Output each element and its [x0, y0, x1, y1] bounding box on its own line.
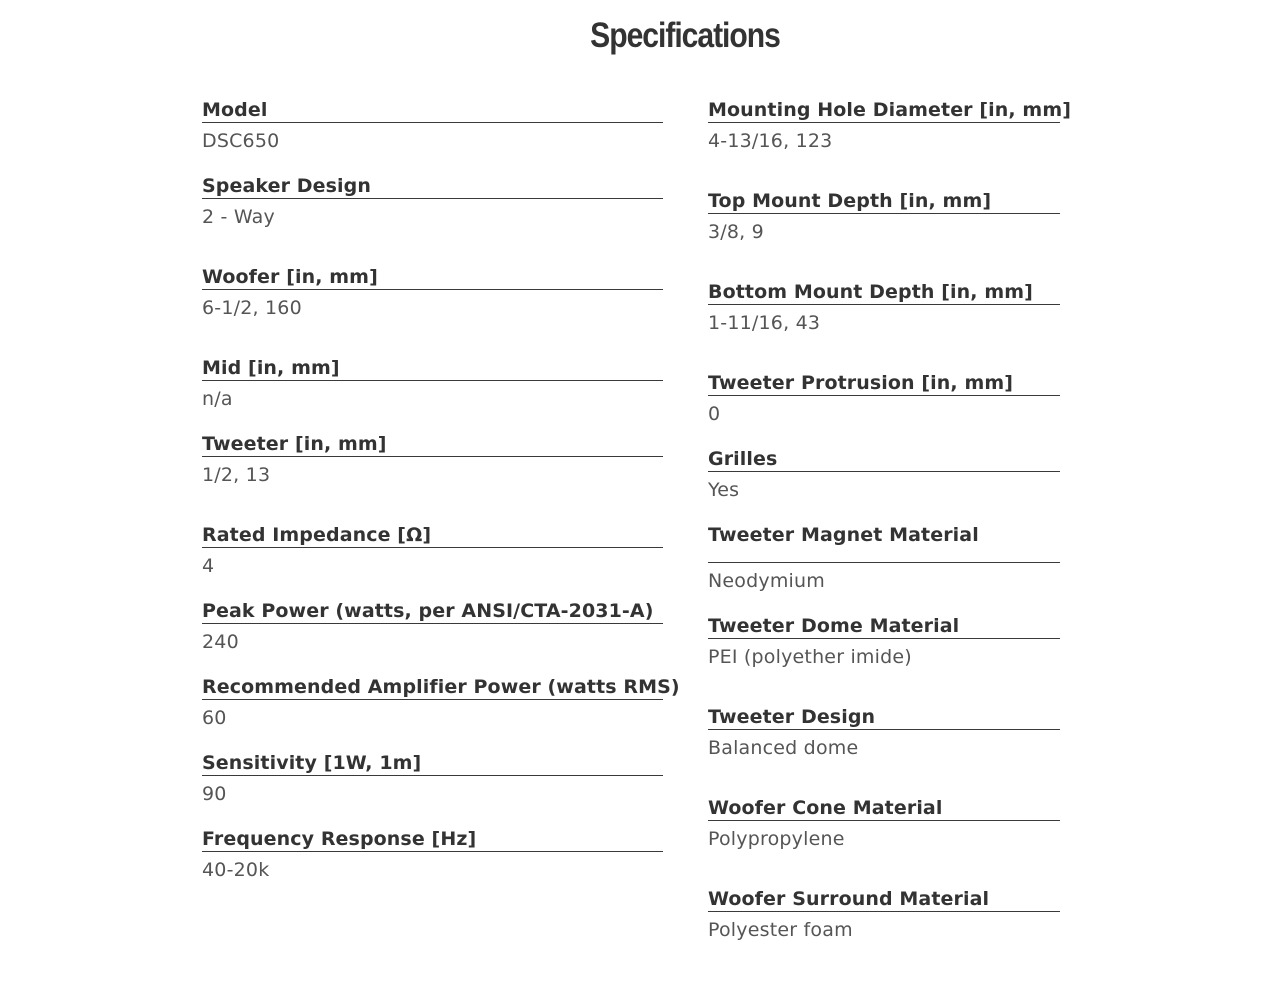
- spec-label: Mounting Hole Diameter [in, mm]: [708, 99, 1071, 121]
- spec-label: Tweeter Magnet Material: [708, 524, 979, 546]
- spec-value: 2 - Way: [202, 206, 275, 228]
- spec-value: 1-11/16, 43: [708, 312, 821, 334]
- divider: [708, 911, 1060, 912]
- spec-value: Balanced dome: [708, 737, 859, 759]
- spec-woofer: [202, 265, 663, 335]
- spec-label: Frequency Response [Hz]: [202, 828, 477, 850]
- divider: [202, 289, 663, 290]
- spec-label: Bottom Mount Depth [in, mm]: [708, 281, 1033, 303]
- spec-value: PEI (polyether imide): [708, 646, 912, 668]
- spec-tweeter-design: [708, 705, 1060, 775]
- spec-label: Top Mount Depth [in, mm]: [708, 190, 992, 212]
- spec-rated-impedance: [202, 523, 663, 593]
- spec-value: Yes: [708, 479, 740, 501]
- spec-label: Grilles: [708, 448, 778, 470]
- divider: [202, 198, 663, 199]
- spec-label: Recommended Amplifier Power (watts RMS): [202, 676, 680, 698]
- spec-label: Woofer [in, mm]: [202, 266, 378, 288]
- divider: [202, 547, 663, 548]
- spec-value: 4-13/16, 123: [708, 130, 833, 152]
- divider: [708, 213, 1060, 214]
- spec-bottom-mount-depth: [708, 280, 1060, 350]
- spec-value: 6-1/2, 160: [202, 297, 302, 319]
- spec-label: Woofer Cone Material: [708, 797, 943, 819]
- spec-tweeter-magnet-material: [708, 523, 1060, 593]
- divider: [202, 775, 663, 776]
- spec-value: Polyester foam: [708, 919, 853, 941]
- divider: [202, 699, 663, 700]
- spec-woofer-cone-material: [708, 796, 1060, 866]
- spec-sensitivity: [202, 751, 663, 821]
- spec-value: Neodymium: [708, 570, 825, 592]
- spec-label: Speaker Design: [202, 175, 371, 197]
- spec-tweeter-protrusion: [708, 371, 1060, 441]
- spec-label: Sensitivity [1W, 1m]: [202, 752, 422, 774]
- spec-mounting-hole-diameter: [708, 98, 1071, 168]
- spec-value: 240: [202, 631, 239, 653]
- spec-speaker-design: [202, 174, 663, 244]
- divider: [202, 851, 663, 852]
- spec-frequency-response: [202, 827, 663, 897]
- spec-label: Rated Impedance [Ω]: [202, 524, 432, 546]
- spec-value: Polypropylene: [708, 828, 845, 850]
- divider: [708, 638, 1060, 639]
- divider: [708, 562, 1060, 563]
- spec-value: 60: [202, 707, 227, 729]
- divider: [202, 122, 663, 123]
- spec-label: Tweeter Protrusion [in, mm]: [708, 372, 1014, 394]
- divider: [708, 304, 1060, 305]
- spec-model: [202, 98, 663, 168]
- spec-tweeter-dome-material: [708, 614, 1060, 684]
- spec-value: 0: [708, 403, 721, 425]
- divider: [202, 456, 663, 457]
- spec-value: 4: [202, 555, 215, 577]
- spec-recommended-amplifier-power: [202, 675, 680, 745]
- page-title: Specifications: [590, 16, 780, 55]
- spec-top-mount-depth: [708, 189, 1060, 259]
- divider: [202, 380, 663, 381]
- divider: [708, 471, 1060, 472]
- spec-peak-power: [202, 599, 663, 669]
- spec-mid: [202, 356, 663, 426]
- spec-label: Mid [in, mm]: [202, 357, 340, 379]
- spec-label: Tweeter [in, mm]: [202, 433, 387, 455]
- spec-grilles: [708, 447, 1060, 517]
- spec-label: Tweeter Design: [708, 706, 876, 728]
- spec-value: DSC650: [202, 130, 280, 152]
- spec-label: Woofer Surround Material: [708, 888, 990, 910]
- divider: [202, 623, 663, 624]
- spec-value: 1/2, 13: [202, 464, 271, 486]
- spec-tweeter: [202, 432, 663, 502]
- spec-value: 40-20k: [202, 859, 270, 881]
- spec-value: 3/8, 9: [708, 221, 764, 243]
- divider: [708, 729, 1060, 730]
- spec-woofer-surround-material: [708, 887, 1060, 957]
- spec-value: n/a: [202, 388, 233, 410]
- spec-value: 90: [202, 783, 227, 805]
- spec-label: Model: [202, 99, 268, 121]
- divider: [708, 395, 1060, 396]
- spec-label: Peak Power (watts, per ANSI/CTA-2031-A): [202, 600, 654, 622]
- divider: [708, 122, 1060, 123]
- divider: [708, 820, 1060, 821]
- spec-label: Tweeter Dome Material: [708, 615, 960, 637]
